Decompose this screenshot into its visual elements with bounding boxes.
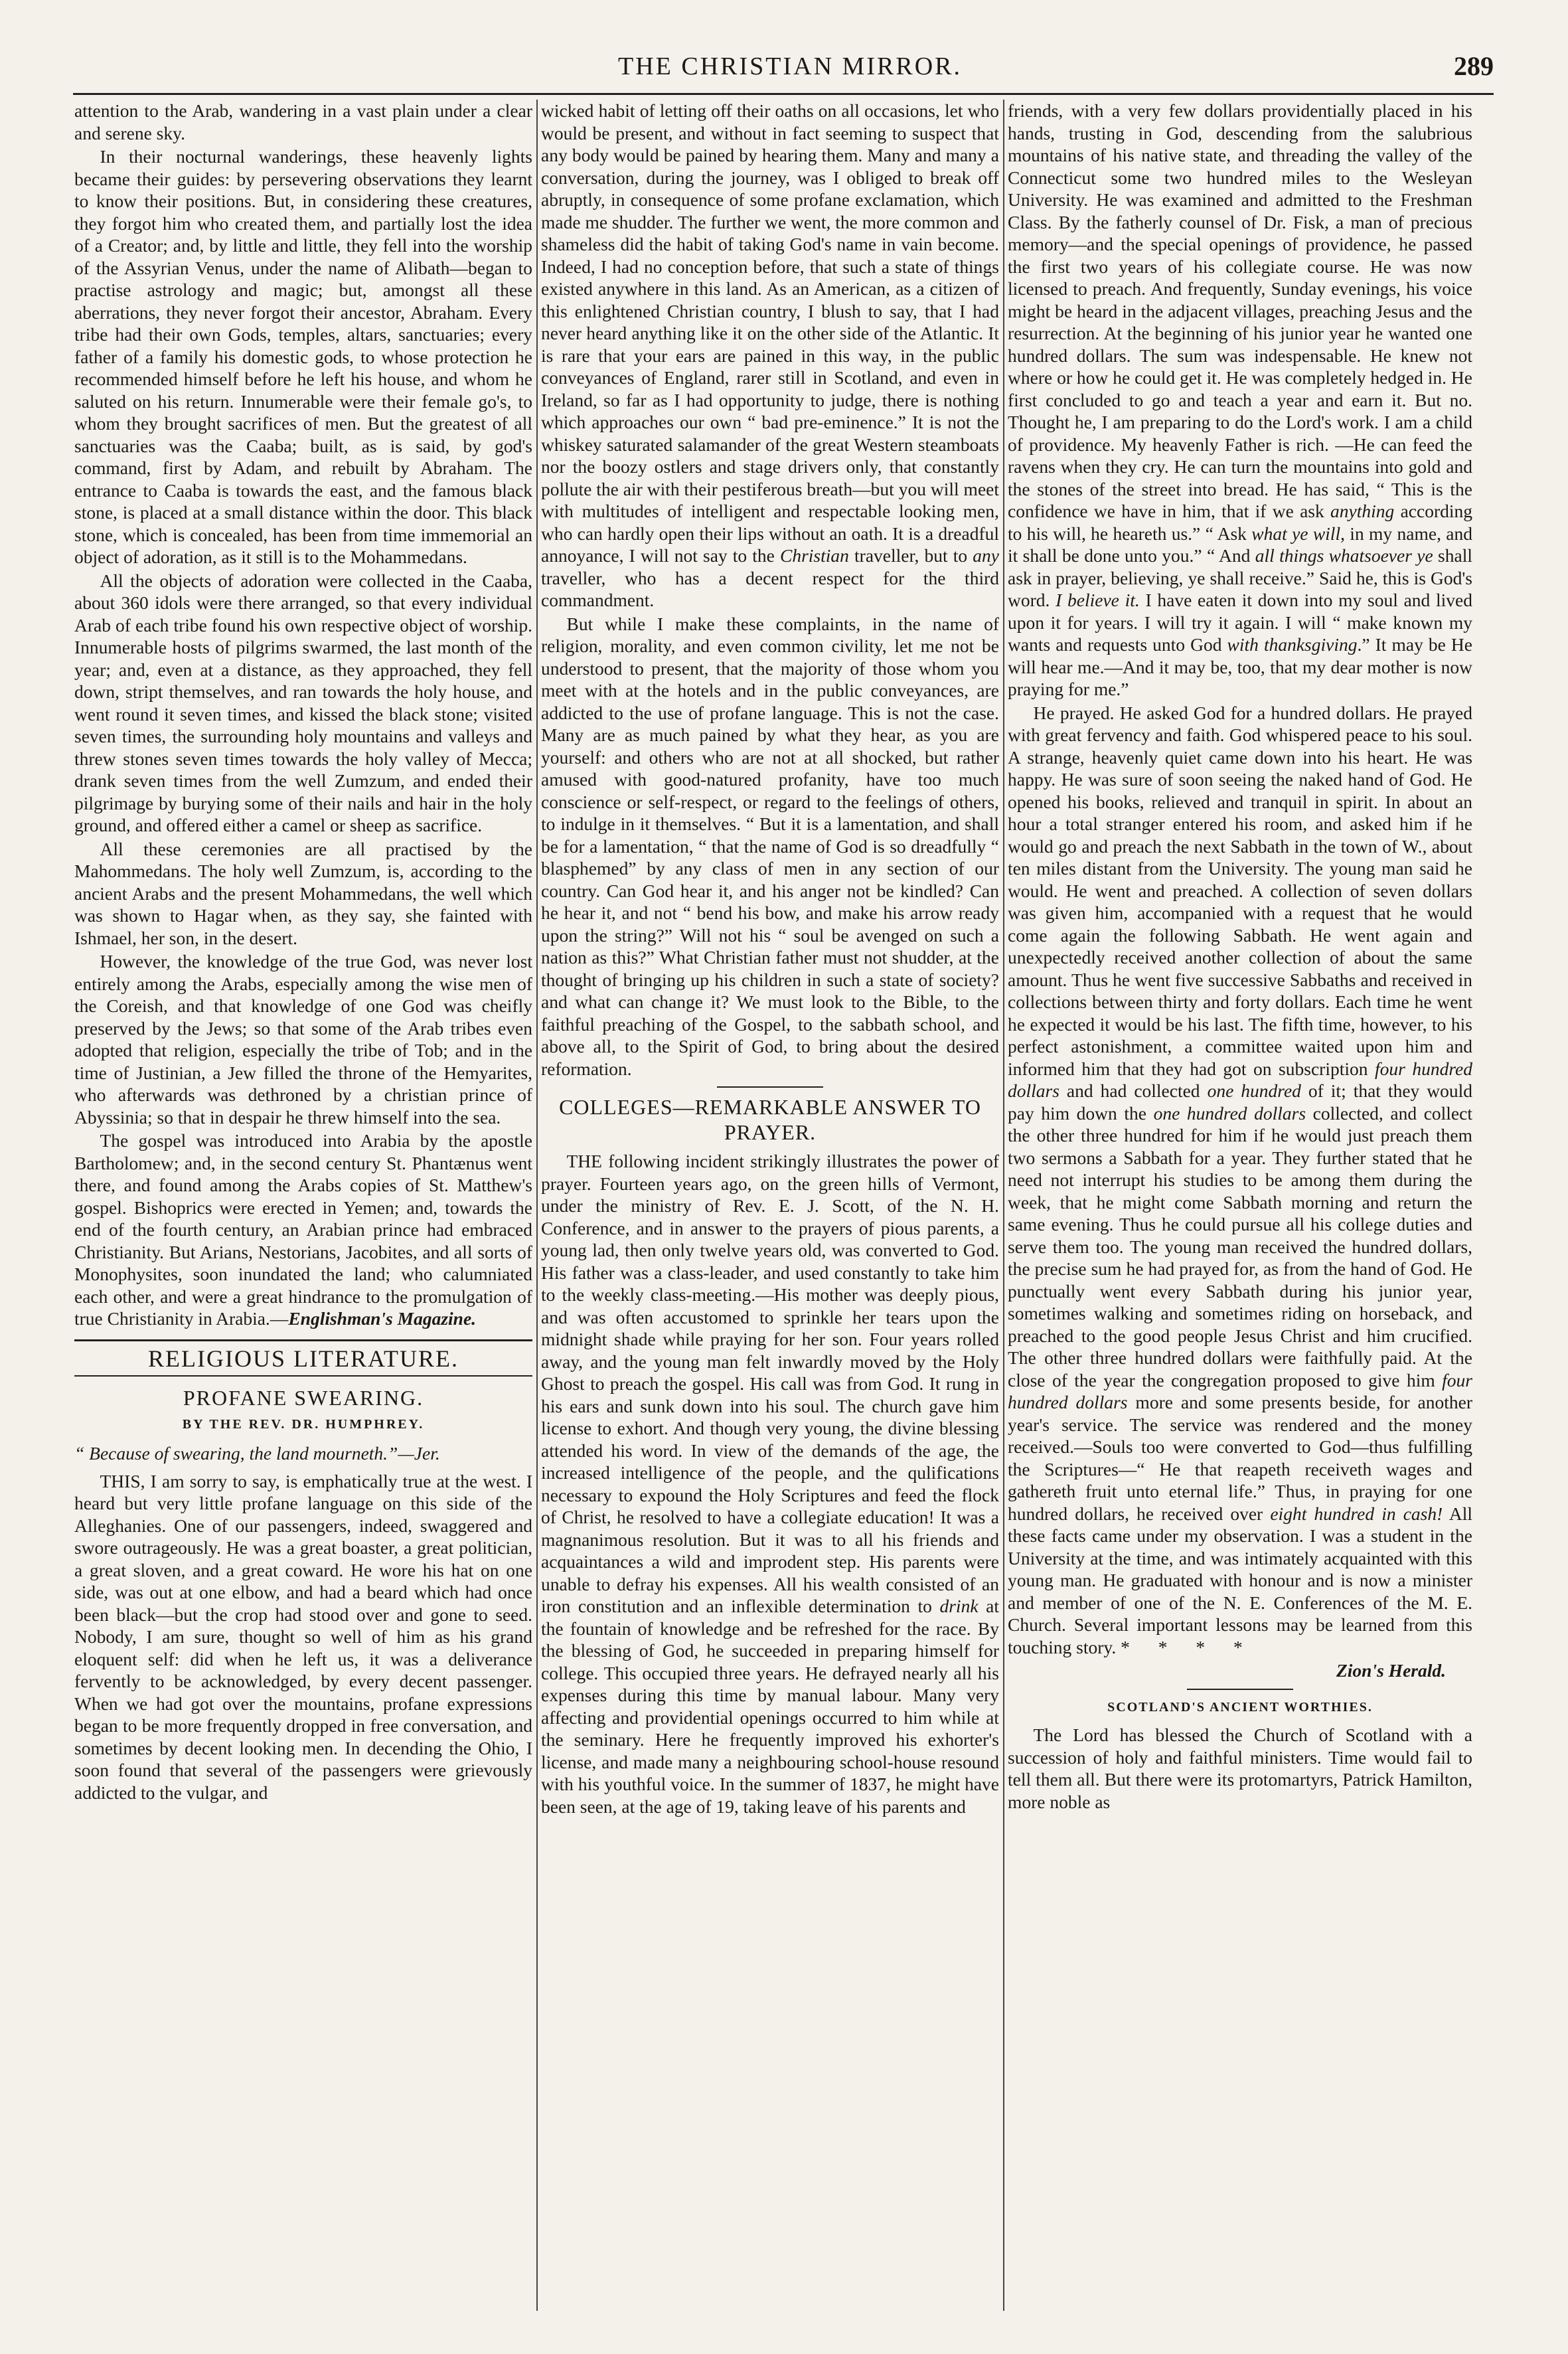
text: more and some presents beside, for another year's service. The service was rendered and the money received.—Souls too were converted to God—thus fulfilling the Scriptures—“ He that reapeth receiveth wages and gathereth fruit unto eternal life.” Thus, in praying for one hundred dollars, he received over: [1008, 1392, 1472, 1524]
text: friends, with a very few dollars providentially placed in his hands, trusting in God, descending from the salubrious mountains of his native state, and threading the valley of the Connecticut some two hundred miles to the Wesleyan University. He was examined and admitted to the Freshman Class. By the fatherly counsel of Dr. Fisk, a man of precious memory—and the special openings of providence, he passed the first two years of his collegiate course. He was now licensed to preach. And frequently, Sunday evenings, his voice might be heard in the adjacent villages, preaching Jesus and the resurrection. At the beginning of his junior year he wanted one hundred dollars. The sum was indespensable. He knew not where or how he could get it. He was completely hedged in. He first concluded to go and teach a year and earn it. But no. Thought he, I am preparing to do the Lord's work. I am a child of providence. My heavenly Father is rich. —He can feed the ravens when they cry. He can turn the mountains into gold and the stones of the street into bread. He has said, “ This is the confidence we have in him, that if we ask: [1008, 100, 1472, 521]
paragraph-text: The gospel was introduced into Arabia by the apostle Bartholomew; and, in the second century St. Phantænus went there, and found among the Arabs copies of St. Matthew's gospel. Bishoprics were erected in Yemen; and, towards the end of the fourth century, an Arabian prince had embraced Christianity. But Arians, Nestorians, Jacobites, and all sorts of Monophysites, soon inundated the land; who calumniated each other, and were a great hindrance to the promulgation of true Christianity in Arabia.—: [74, 1130, 532, 1329]
paragraph: But while I make these complaints, in the name of religion, morality, and even common civility, let me not be understood to present, that the majority of those whom you meet with at the hotels and in the public conveyances, are addicted to the use of profane language. This is not the case. Many are as much pained by what they hear, as you are yourself: and others who are not at all shocked, but rather amused with good-natured profanity, have too much conscience or self-respect, or regard to the feelings of others, to indulge in it themselves. “ But it is a lamentation, and shall be for a lamentation, “ that the name of God is so dreadfully “ blasphemed” by any class of men in any section of our country. Can God hear it, and his anger not be kindled? Can he hear it, and not “ bend his bow, and make his arrow ready upon the string?” Will not his “ soul be avenged on such a nation as this?” What Christian father must not shudder, at the thought of bringing up his children in such a state of society? and what can change it? We must look to the Bible, to the faithful preaching of the Gospel, to the sabbath school, and above all, to the Spirit of God, to bring about the desired reformation.: [541, 613, 999, 1079]
paragraph: [1008, 702, 1472, 1659]
article-source: Zion's Herald.: [1336, 1660, 1446, 1681]
text: wicked habit of letting off their oaths on all occasions, let who would be present, and without in fact seeming to suspect that any body would be pained by hearing them. Many and many a conversation, during the journey, was I obliged to break off abruptly, in consequence of some profane exclamation, which made me shudder. The further we went, the more common and shameless did the habit of taking God's name in vain become. Indeed, I had no conception before, that such a state of things existed anywhere in this land. As an American, as a citizen of this enlightened Christian country, I blush to say, that I had never heard anything like it on the other side of the Atlantic. It is rare that your ears are pained in this way, in the public conveyances of England, rarer still in Scotland, and even in Ireland, so far as I had opportunity to judge, there is nothing which approaches our own “ bad pre-eminence.” It is not the whiskey saturated salamander of the great Western steamboats nor the boozy ostlers and stage drivers only, that constantly pollute the air with their pestiferous breath—but you will meet with multitudes of intelligent and respectable looking men, who can hardly open their lips without an oath. It is a dreadful annoyance, I will not say to the: [541, 100, 999, 566]
paragraph: All the objects of adoration were collected in the Caaba, about 360 idols were there arranged, so that every individual Arab of each tribe found his own respective object of worship. Innumerable hosts of pilgrims swarmed, the last month of the year; and, even at a distance, as they approached, they fell down, stript themselves, and ran towards the holy house, and went round it seven times, and kissed the black stone; visited seven times, the surrounding holy mountains and valleys and threw stones seven times towards the holy valley of Mecca; drank seven times from the well Zumzum, and ended their pilgrimage by burying some of their nails and hair in the holy ground, and offered either a camel or sheep as sacrifice.: [74, 570, 532, 835]
text: I have eaten it down into my soul and lived upon it for years. I will try it again. I will “ make known my wants and requests unto God: [1008, 590, 1472, 655]
text: collected, and collect the other three hundred for him if he would just preach them two sermons a Sabbath for a year. They further stated that he need not interrupt his studies to be among them during the week, that he might come Sabbath morning and return the same evening. Thus he could pursue all his college duties and serve them too. The young man received the hundred dollars, the precise sum he had prayed for, as from the hand of God. He punctually went every Sabbath during his junior year, sometimes walking and sometimes riding on horseback, and preached to the good people Jesus Christ and him crucified. The other three hundred dollars were faithfully paid. At the close of the year the congregation proposed to give him: [1008, 1102, 1472, 1390]
section-heading: RELIGIOUS LITERATURE.: [74, 1339, 532, 1377]
paragraph: In their nocturnal wanderings, these heavenly lights became their guides: by persevering observations they learnt to know their positions. But, in considering these creatures, they forgot him who created them, and partially lost the idea of a Creator; and, by little and little, they fell into the worship of the Assyrian Venus, under the name of Alibath—began to practise astrology and magic; but, amongst all these aberrations, they never forgot their ancestor, Abraham. Every tribe had their own Gods, temples, altars, sanctuaries; every father of a family his domestic gods, to whose protection he recommended himself before he left his house, and whom he saluted on his return. Innumerable were their female go's, to whom they brought sacrifices of men. But the greatest of all sanctuaries was the Caaba; built, as is said, by god's command, first by Adam, and rebuilt by Abraham. The entrance to Caaba is towards the east, and the famous black stone, is placed at a small distance within the door. This black stone, which is concealed, has been from time immemorial an object of adoration, as it still is to the Mohammedans.: [74, 146, 532, 567]
divider: [717, 1086, 823, 1088]
paragraph: However, the knowledge of the true God, was never lost entirely among the Arabs, especially among the wise men of the Coreish, and that knowledge of one God was cheifly preserved by the Jews; so that some of the Arab tribes even adopted that religion, especially the tribe of Tob; and in the time of Justinian, a Jew filled the throne of the Hemyarites, who afterwards was dethroned by a christian prince of Abyssinia; so that in despair he threw himself into the sea.: [74, 951, 532, 1128]
text: He prayed. He asked God for a hundred dollars. He prayed with great fervency and faith. God whispered peace to his soul. A strange, heavenly quiet came down into his heart. He was happy. He was sure of soon seeing the naked hand of God. He opened his books, relieved and tranquil in spirit. In about an hour a total stranger entered his room, and asked him if he would go and preach the next Sabbath in the town of W., about ten miles distant from the University. The young man said he would. He went and preached. A collection of seven dollars was given him, accompanied with a request that he would come again the following Sabbath. He went again and unexpectedly received another collection of about the same amount. Thus he went five successive Sabbaths and received in collections between thirty and forty dollars. Each time he went he expected it would be his last. The fifth time, however, to his perfect astonishment, a committee waited upon him and informed him that they had got on subscription: [1008, 702, 1472, 1079]
column-rule-2: [1003, 100, 1004, 2311]
text: according to his will, he heareth us.” “ Ask: [1008, 501, 1472, 544]
divider: [1187, 1689, 1293, 1690]
text-emphasis: four hundred dollars: [1008, 1058, 1472, 1101]
text: , in my name, and it shall be done unto you.” “ And: [1008, 523, 1472, 566]
paragraph: [74, 1130, 532, 1330]
text: traveller, who has a decent respect for the third commandment.: [541, 567, 999, 610]
article-source: Englishman's Magazine.: [288, 1308, 477, 1329]
ornament-stars: * * * *: [1121, 1636, 1255, 1657]
text-emphasis: all things whatsoever ye: [1255, 545, 1433, 566]
text-emphasis: any: [973, 545, 999, 566]
text-emphasis: eight hundred in cash!: [1270, 1503, 1443, 1524]
text: traveller, but to: [848, 545, 973, 566]
text: shall ask in prayer, believing, ye shall receive.” Said he, this is God's word.: [1008, 545, 1472, 610]
text-emphasis: four hundred dollars: [1008, 1369, 1472, 1412]
article-title: PROFANE SWEARING.: [183, 1386, 424, 1410]
column-2: [541, 100, 999, 2304]
text: of it; that they would pay him down the: [1008, 1080, 1472, 1124]
column-1: [74, 100, 532, 2304]
text-emphasis: one hundred: [1207, 1080, 1301, 1101]
page-number: 289: [1454, 51, 1494, 81]
article-byline: BY THE REV. DR. HUMPHREY.: [182, 1416, 425, 1432]
text-emphasis: with thanksgiving: [1227, 634, 1358, 655]
text-emphasis: drink: [939, 1596, 979, 1616]
text-emphasis: I believe it.: [1056, 590, 1140, 610]
paragraph: The Lord has blessed the Church of Scotland with a succession of holy and faithful ministers. Time would fail to tell them all. But there were its protomartyrs, Patrick Hamilton, more noble as: [1008, 1724, 1472, 1812]
paragraph: All these ceremonies are all practised by the Mahommedans. The holy well Zumzum, is, according to the ancient Arabs and the present Mohammedans, the well which was shown to Hagar when, as they say, she fainted with Ishmael, her son, in the desert.: [74, 838, 532, 948]
column-3: [1008, 100, 1472, 2304]
paragraph: attention to the Arab, wandering in a vast plain under a clear and serene sky.: [74, 100, 532, 143]
paragraph: [541, 100, 999, 612]
page-title: THE CHRISTIAN MIRROR.: [618, 52, 962, 80]
text-emphasis: Christian: [779, 545, 849, 566]
header-rule: [73, 93, 1494, 95]
text: and had collected: [1059, 1080, 1208, 1101]
paragraph: [541, 1150, 999, 1817]
paragraph: [1008, 100, 1472, 701]
column-rule-1: [536, 100, 538, 2311]
text: THE following incident strikingly illustrates the power of prayer. Fourteen years ago, on the green hills of Vermont, under the ministry of Rev. E. J. Scott, of the N. H. Conference, and in answer to the prayers of pious parents, a young lad, then only twelve years old, was converted to God. His father was a class-leader, and used constantly to take him to the weekly class-meeting.—His mother was deeply pious, and was often accustomed to sprinkle her tears upon the midnight shade while praying for her son. Four years rolled away, and the young man felt inwardly moved by the Holy Ghost to preach the gospel. His call was from God. It rung in his ears and sunk down into his soul. The church gave him license to exhort. And though very young, the divine blessing attended his word. In view of the demands of the age, the increased intelligence of the people, and the qulifications necessary to expound the Holy Scriptures and feed the flock of Christ, he resolved to have a collegiate education! It was a magnanimous resolution. But it was to all his friends and acquaintances a wild and improdent step. His parents were unable to defray his expenses. All his wealth consisted of an iron constitution and an inflexible determination to: [541, 1151, 999, 1616]
article-title: COLLEGES—REMARKABLE ANSWER TO PRAYER.: [559, 1095, 981, 1144]
article-title: SCOTLAND'S ANCIENT WORTHIES.: [1107, 1699, 1373, 1715]
text: .” It may be He will hear me.—And it may be, too, that my dear mother is now praying for me.”: [1008, 634, 1472, 699]
article-epigraph: “ Because of swearing, the land mourneth.”—Jer.: [74, 1443, 440, 1464]
text-emphasis: one hundred dollars: [1153, 1102, 1306, 1124]
text-emphasis: anything: [1330, 501, 1395, 521]
text-emphasis: what ye will: [1251, 523, 1341, 544]
text: at the fountain of knowledge and be refreshed for the race. By the blessing of God, he succeeded in preparing himself for college. This occupied three years. He defrayed nearly all his expenses during this time by manual labour. Many very affecting and providential openings occurred to him while at the seminary. Here he frequently improved his exhorter's license, and made many a neighbouring school-house resound with his youthful voice. In the summer of 1837, he might have been seen, at the age of 19, taking leave of his parents and: [541, 1596, 999, 1817]
text: All these facts came under my observation. I was a student in the University at the time, and was intimately acquainted with this young man. He graduated with honour and is now a minister and member of one of the N. E. Conferences of the M. E. Church. Several important lessons may be learned from this touching story.: [1008, 1503, 1472, 1657]
paragraph: THIS, I am sorry to say, is emphatically true at the west. I heard but very little profane language on this side of the Alleghanies. One of our passengers, indeed, swaggered and swore outrageously. He was a great boaster, a great politician, a great sloven, and a great coward. He wore his hat on one side, was out at one elbow, and had a beard which had once been black—but the crop had stood over and gone to seed. Nobody, I am sure, thought so well of him as his grand eloquent self: did when he left us, it was a deliverance fervently to be acknowledged, by every decent passenger. When we had got over the mountains, profane expressions began to be more frequently dropped in free conversation, and sometimes by decent looking men. In decending the Ohio, I soon found that several of the passengers were grievously addicted to the vulgar, and: [74, 1470, 532, 1803]
running-header: [86, 45, 1494, 85]
